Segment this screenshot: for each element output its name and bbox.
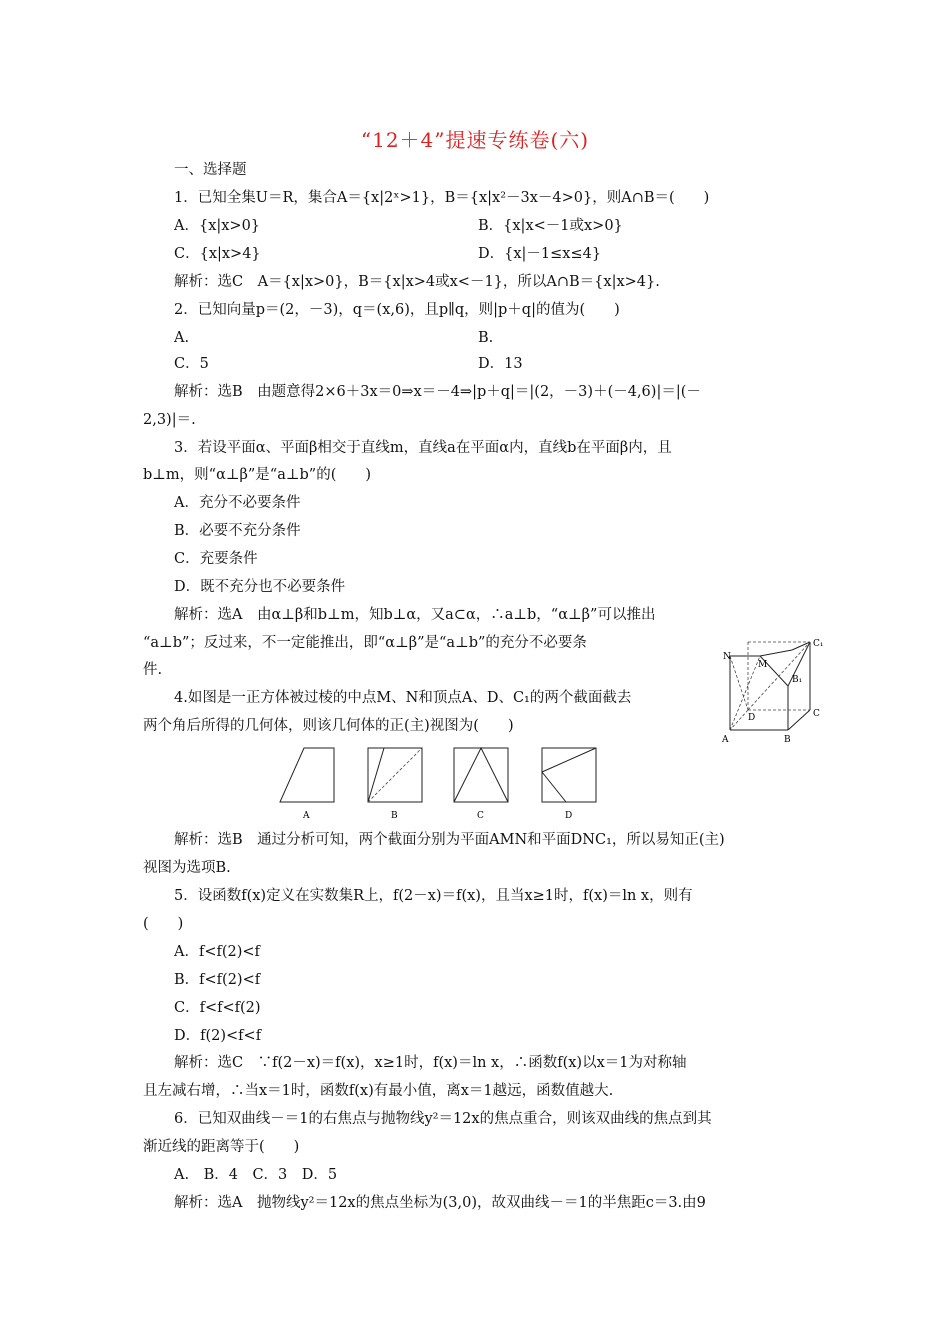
q6-solution-line1: 解析：选A 抛物线y²＝12x的焦点坐标为(3,0)，故双曲线－＝1的半焦距c＝3.由9 [174,1195,706,1211]
q3-solution-line2: “a⊥b”；反过来，不一定能推出，即“α⊥β”是“a⊥b”的充分不必要条 [143,635,587,651]
q3-option-b: B．必要不充分条件 [174,523,301,539]
q6-stem-line1: 6．已知双曲线－＝1的右焦点与抛物线y²＝12x的焦点重合，则该双曲线的焦点到其 [174,1111,712,1127]
q5-solution-line1: 解析：选C ∵f(2－x)＝f(x)，x≥1时，f(x)＝ln x，∴函数f(x)以x＝1为对称轴 [174,1055,687,1071]
q2-option-b: B. [478,330,494,346]
q5-option-b: B．f<f(2)<f [174,972,261,988]
q4-solution-line2: 视图为选项B. [143,860,231,876]
section-heading: 一、选择题 [174,162,247,178]
q3-stem-line2: b⊥m，则“α⊥β”是“a⊥b”的( ) [143,467,372,483]
q4-solution-line1: 解析：选B 通过分析可知，两个截面分别为平面AMN和平面DNC₁，所以易知正(主) [174,832,725,848]
view-option-label-c: C [477,811,484,821]
cube-label-c: C [813,709,820,719]
view-option-label-d: D [565,811,573,821]
q2-option-a: A. [174,330,190,346]
q2-solution-line2: 2,3)|＝. [143,412,196,428]
q5-stem-line1: 5．设函数f(x)定义在实数集R上，f(2－x)＝f(x)，且当x≥1时，f(x)＝ln x，则有 [174,888,693,904]
q6-options: A. B．4 C．3 D．5 [174,1167,338,1183]
q3-solution-line1: 解析：选A 由α⊥β和b⊥m，知b⊥α，又a⊂α，∴a⊥b，“α⊥β”可以推出 [174,607,656,623]
q5-option-a: A．f<f(2)<f [174,944,260,960]
q3-stem-line1: 3．若设平面α、平面β相交于直线m，直线a在平面α内，直线b在平面β内，且 [174,440,672,456]
q2-option-c: C．5 [174,356,209,372]
cube-figure [718,632,830,748]
cube-label-b: B [784,735,791,745]
q1-option-a: A．{x|x>0} [174,218,261,234]
q2-solution-line1: 解析：选B 由题意得2×6＋3x＝0⇒x＝－4⇒|p＋q|＝|(2，－3)＋(－4,6)|＝|(－ [174,384,701,400]
view-options-figure [278,744,608,824]
q3-option-c: C．充要条件 [174,551,258,567]
cube-label-m: M [758,660,768,670]
q5-option-c: C．f<f<f(2) [174,1000,261,1016]
q5-solution-line2: 且左减右增，∴当x＝1时，函数f(x)有最小值，离x＝1越远，函数值越大. [143,1083,614,1099]
q6-stem-line2: 渐近线的距离等于( ) [143,1139,300,1155]
q1-option-b: B．{x|x<－1或x>0} [478,218,623,234]
view-option-label-a: A [303,811,310,821]
page-title: “12＋4”提速专练卷(六) [360,128,590,152]
cube-label-d: D [748,713,756,723]
cube-label-c1: C₁ [813,639,824,649]
q5-option-d: D．f(2)<f<f [174,1028,262,1044]
q1-option-d: D．{x|－1≤x≤4} [478,246,602,262]
q2-option-d: D．13 [478,356,523,372]
cube-label-b1: B₁ [792,675,803,685]
q3-option-a: A．充分不必要条件 [174,495,301,511]
q2-stem: 2．已知向量p＝(2，－3)，q＝(x,6)，且p∥q，则|p＋q|的值为( ) [174,302,620,318]
q4-stem-line2: 两个角后所得的几何体，则该几何体的正(主)视图为( ) [143,718,514,734]
cube-label-a: A [722,735,729,745]
cube-label-n: N [723,652,731,662]
q3-solution-line3: 件. [143,662,163,678]
q1-stem: 1．已知全集U＝R，集合A＝{x|2ˣ>1}，B＝{x|x²－3x－4>0}，则A∩B＝( ) [174,190,710,206]
view-option-label-b: B [391,811,398,821]
q3-option-d: D．既不充分也不必要条件 [174,579,346,595]
q1-solution: 解析：选C A＝{x|x>0}，B＝{x|x>4或x<－1}，所以A∩B＝{x|x>4}. [174,274,660,290]
q1-option-c: C．{x|x>4} [174,246,261,262]
q5-stem-line2: ( ) [143,916,184,932]
q4-stem-line1: 4.如图是一正方体被过棱的中点M、N和顶点A、D、C₁的两个截面截去 [174,690,632,706]
